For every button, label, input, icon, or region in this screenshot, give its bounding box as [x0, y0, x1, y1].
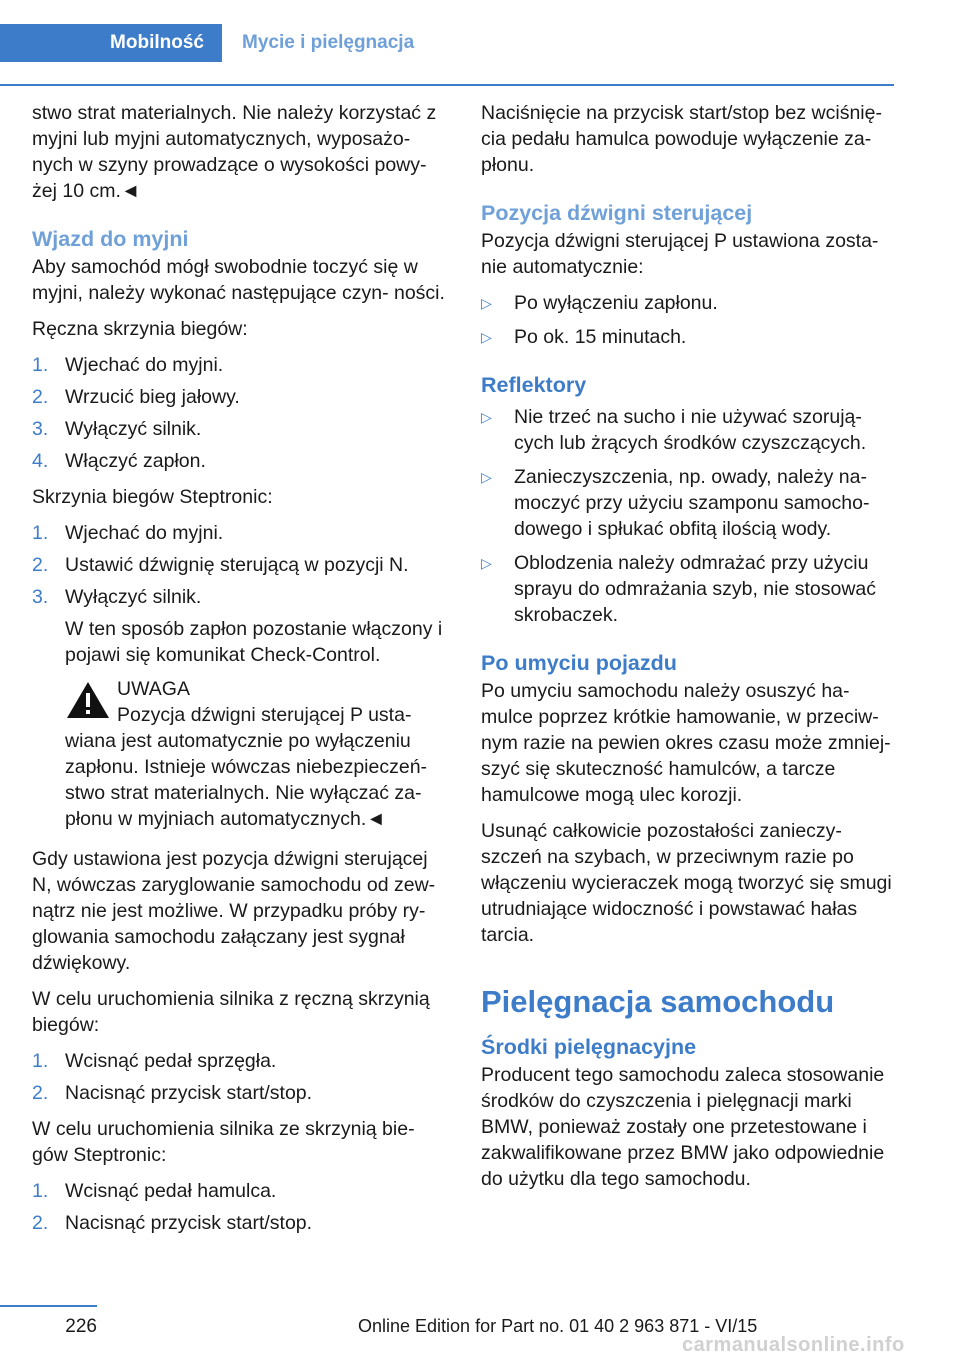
left-column	[32, 100, 447, 1246]
list-item: ▷ Nie trzeć na sucho i nie używać szorują- cych lub żrących środków czyszczących.	[481, 406, 867, 454]
list-item: 2. Ustawić dźwignię sterującą w pozycji N.	[32, 554, 409, 576]
reflektory-list	[481, 404, 901, 628]
list-item: ▷ Po ok. 15 minutach.	[481, 326, 687, 348]
neutral-paragraph: Gdy ustawiona jest pozycja dźwigni sterującej N, wówczas zaryglowanie samochodu od zew- nątrz nie jest możliwe. W przypadku próby ry- glowania samochodu załączany jest sygnał dźwiękowy.	[32, 848, 436, 974]
dzwignia-list	[481, 290, 901, 350]
header-divider	[0, 84, 894, 86]
steptronic-start-label: W celu uruchomienia silnika ze skrzynią bie- gów Steptronic:	[32, 1118, 415, 1166]
watermark: carmanualsonline.info	[682, 1334, 905, 1356]
list-item: 2. Nacisnąć przycisk start/stop.	[32, 1212, 313, 1234]
right-column	[481, 100, 901, 1202]
list-item: 3. Wyłączyć silnik. W ten sposób zapłon pozostanie włączony i pojawi się komunikat Check-Control.	[32, 584, 447, 668]
edition-text: Online Edition for Part no. 01 40 2 963 871 - VI/15	[358, 1316, 758, 1336]
steptronic-steps-list	[32, 520, 447, 668]
list-item: 1. Wcisnąć pedał sprzęgła.	[32, 1050, 277, 1072]
warning-text: wiana jest automatycznie po wyłączeniu zapłonu. Istnieje wówczas niebezpieczeń- stwo strat materialnych. Nie wyłączać za- płonu w myjniach automatycznych.◄	[65, 730, 428, 830]
manual-label: Ręczna skrzynia biegów:	[32, 318, 248, 340]
triangle-bullet-icon: ▷	[481, 295, 492, 311]
po-myciu-paragraph-1: Po umyciu samochodu należy osuszyć ha- mulce poprzez krótkie hamowanie, w przeciw- nym razie na pewien okres czasu może zmniej- szyć się skuteczność hamulców, a tarcze hamulcowe mogą ulec korozji.	[481, 680, 891, 806]
list-item: ▷ Zanieczyszczenia, np. owady, należy na- moczyć przy użyciu szamponu samocho- dowego i spłukać obfitą ilością wody.	[481, 466, 870, 540]
warning-triangle-icon	[65, 680, 111, 720]
page-header	[0, 24, 960, 62]
steptronic-label: Skrzynia biegów Steptronic:	[32, 486, 273, 508]
list-item: 1. Wjechać do myjni.	[32, 354, 224, 376]
step-note: W ten sposób zapłon pozostanie włączony i pojawi się komunikat Check-Control.	[65, 618, 443, 666]
section-heading-wjazd: Wjazd do myjni	[32, 227, 189, 251]
chapter-heading-pielegnacja: Pielęgnacja samochodu	[481, 984, 835, 1019]
section-heading-srodki: Środki pielęgnacyjne	[481, 1035, 697, 1059]
section-heading-po-myciu: Po umyciu pojazdu	[481, 651, 677, 675]
list-item: 2. Wrzucić bieg jałowy.	[32, 386, 240, 408]
manual-start-label: W celu uruchomienia silnika z ręczną skrzynią biegów:	[32, 988, 430, 1036]
list-item: 1. Wjechać do myjni.	[32, 522, 224, 544]
tab-mycie-i-pielegnacja: Mycie i pielęgnacja	[242, 32, 415, 53]
footer-divider	[0, 1305, 97, 1307]
manual-start-list	[32, 1048, 447, 1106]
warning-title: UWAGA	[117, 678, 190, 700]
triangle-bullet-icon: ▷	[481, 409, 492, 425]
steptronic-start-list	[32, 1178, 447, 1236]
po-myciu-paragraph-2: Usunąć całkowicie pozostałości zanieczy- szczeń na szybach, w przeciwnym razie po włączeniu wycieraczek mogą tworzyć się smugi utrudniające widoczność i powstawać hałas tarcia.	[481, 820, 892, 946]
section-heading-reflektory: Reflektory	[481, 373, 587, 397]
wjazd-paragraph: Aby samochód mógł swobodnie toczyć się w myjni, należy wykonać następujące czyn- ności.	[32, 256, 445, 304]
start-stop-paragraph: Naciśnięcie na przycisk start/stop bez wciśnię- cia pedału hamulca powoduje wyłączenie za- płonu.	[481, 102, 882, 176]
intro-paragraph: stwo strat materialnych. Nie należy korzystać z myjni lub myjni automatycznych, wyposażo- nych w szyny prowadzące o wysokości powy- żej 10 cm.◄	[32, 102, 437, 202]
manual-steps-list	[32, 352, 447, 474]
triangle-bullet-icon: ▷	[481, 469, 492, 485]
page-number: 226	[65, 1316, 97, 1337]
triangle-bullet-icon: ▷	[481, 329, 492, 345]
list-item: 3. Wyłączyć silnik.	[32, 418, 202, 440]
list-item: ▷ Po wyłączeniu zapłonu.	[481, 292, 718, 314]
list-item: 1. Wcisnąć pedał hamulca.	[32, 1180, 277, 1202]
section-heading-dzwignia: Pozycja dźwigni sterującej	[481, 201, 753, 225]
list-item: 4. Włączyć zapłon.	[32, 450, 206, 472]
tab-mobilnosc: Mobilność	[0, 24, 222, 62]
list-item: ▷ Oblodzenia należy odmrażać przy użyciu sprayu do odmrażania szyb, nie stosować skrobaczek.	[481, 552, 877, 626]
warning-box	[65, 676, 447, 832]
srodki-paragraph: Producent tego samochodu zaleca stosowanie środków do czyszczenia i pielęgnacji marki BMW, ponieważ zostały one przetestowane i zakwalifikowane przez BMW jako odpowiednie do użytku dla tego samochodu.	[481, 1064, 885, 1190]
triangle-bullet-icon: ▷	[481, 555, 492, 571]
list-item: 2. Nacisnąć przycisk start/stop.	[32, 1082, 313, 1104]
warning-text-first: Pozycja dźwigni sterującej P usta-	[117, 704, 412, 726]
dzwignia-paragraph: Pozycja dźwigni sterującej P ustawiona zosta- nie automatycznie:	[481, 230, 879, 278]
